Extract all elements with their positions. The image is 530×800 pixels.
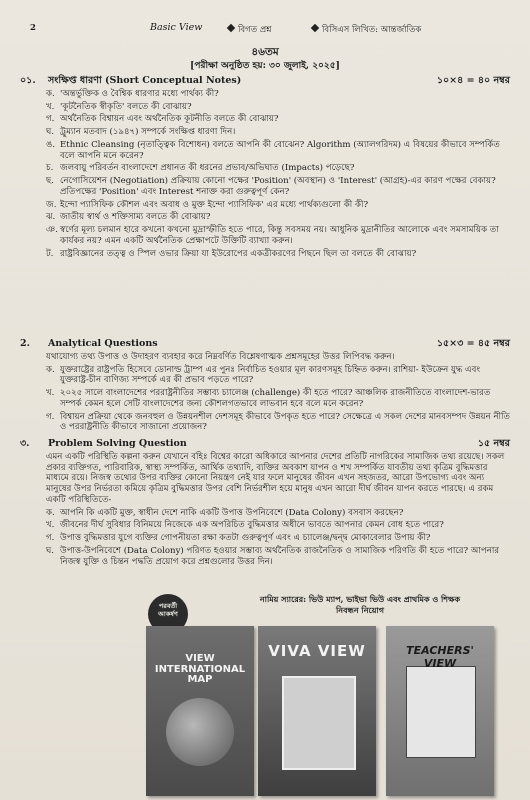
- section-number: ৩.: [20, 438, 30, 449]
- page-header: [0, 21, 530, 37]
- question-item: [20, 225, 510, 246]
- view-title: Basic View: [150, 22, 203, 33]
- section-marks: ১০×৪ = ৪০ নম্বর: [436, 75, 510, 86]
- section-marks: ১৫×৩ = ৪৫ নম্বর: [436, 338, 510, 349]
- question-label: ট.: [46, 248, 54, 259]
- section-problem-solving: [20, 438, 510, 569]
- question-label: ঘ.: [46, 545, 55, 556]
- book-title: VIEW INTERNATIONAL MAP: [154, 653, 246, 685]
- section-analytical: [20, 338, 510, 435]
- book-title: TEACHERS' VIEW: [406, 644, 474, 670]
- header-tag-bcs-written: বিসিএস লিখিত: আন্তর্জাতিক: [312, 23, 421, 37]
- question-item: [20, 176, 510, 197]
- question-label: গ.: [46, 533, 55, 544]
- diamond-bullet-icon: [227, 24, 235, 32]
- question-label: জ.: [46, 199, 57, 210]
- question-text: অর্থনৈতিক বিশ্বায়ন এবং অর্থনৈতিক কূটনীতি বলতে কী বোঝায়?: [60, 114, 279, 125]
- question-text: রাষ্ট্রবিজ্ঞানের তত্ত্ব ও স্পিল ওভার ক্রিয়া যা ইউরোপের একত্রীকরণের পিছনে ছিল তা বলতে কী বোঝায়?: [60, 248, 417, 259]
- question-label: ক.: [46, 507, 55, 518]
- question-item: [20, 412, 510, 433]
- question-text: জাতীয় স্বার্থ ও শক্তিসাম্য বলতে কী বোঝায়?: [60, 212, 211, 223]
- question-label: খ.: [46, 101, 55, 112]
- section-heading: [20, 75, 510, 88]
- diamond-bullet-icon: [311, 24, 319, 32]
- question-label: ঞ.: [46, 225, 58, 236]
- exam-title: ৪৬তম: [251, 46, 279, 58]
- question-list: [20, 508, 510, 568]
- question-item: [20, 200, 510, 211]
- question-label: ক.: [46, 89, 55, 99]
- question-item: [20, 140, 510, 161]
- question-item: [20, 533, 510, 544]
- book-cover-viva-view: [258, 626, 376, 796]
- section-marks: ১৫ নম্বর: [477, 438, 510, 449]
- question-label: চ.: [46, 163, 54, 174]
- question-item: [20, 508, 510, 519]
- section-title: Problem Solving Question: [48, 438, 187, 449]
- question-list: [20, 89, 510, 259]
- section-title: Analytical Questions: [48, 338, 158, 349]
- question-text: Ethnic Cleansing (নৃতাত্ত্বিক বিশোধন) বলতে আপনি কী বোঝেন? Algorithm (অ্যালগরিদম) এ বিষয়ের কীভাবে সম্পর্কিত বলে আপনি মনে করেন?: [60, 139, 500, 161]
- question-label: ঘ.: [46, 127, 55, 138]
- question-text: বিশ্বায়ন প্রক্রিয়া থেকে জনবহুল ও উন্নয়নশীল দেশসমূহ কীভাবে উপকৃত হতে পারে? সেক্ষেত্রে এ সকল দেশের মানবসম্পদ উন্নয়ন নীতি ও পররাষ্ট্রনীতি কীভাবে সাজানো প্রয়োজন?: [60, 411, 510, 433]
- question-label: গ.: [46, 411, 55, 422]
- question-label: গ.: [46, 114, 55, 125]
- section-intro: এমন একটি পরিস্থিতি কল্পনা করুন যেখানে বহিঃ বিশ্বের কারো অধিকারে আপনার দেশের প্রতিটি নাগরিকের সামাজিক তথ্য রয়েছে। সকল প্রকার ব্যক্তিগত, পারিবারিক, স্বাস্থ্য সম্পর্কিত, আর্থিক তথ্যাদি, ব্যক্তির অবকাশ যাপন ও শখ সম্পর্কিত যাবতীয় তথ্য কৃত্রিম বুদ্ধিমত্তার মাধ্যমে রয়ে। নিজস্ব তথ্যের উপর ব্যক্তির কোনো নিয়ন্ত্রণ নেই যার ফলে মানুষের জীবন এখন সহজতর, আরো উপভোগ্য এবং অন্য মানুষের উপর নির্ভরতা কমিয়ে কৃত্রিম বুদ্ধিমত্তার উপর বেশি নির্ভরশীল হয়ে মানুষ এখন আরো দীর্ঘ জীবন যাপন করতে পারছে। এ রকম একটি পরিস্থিতিতে-: [46, 452, 505, 505]
- section-intro: যথাযোগ্য তথ্য উপাত্ত ও উদাহরণ ব্যবহার করে নিম্নবর্ণিত বিশ্লেষণাত্মক প্রশ্নসমূহের উত্তর লিপিবদ্ধ করুন।: [46, 352, 395, 362]
- page-number: 2: [30, 23, 36, 33]
- question-text: ২০২৫ সালে বাংলাদেশের পররাষ্ট্রনীতির সম্ভাব্য চ্যালেঞ্জ (challenge) কী হতে পারে? আঞ্চলিক রাজনীতিতে বাংলাদেশ-ভারত সম্পর্ক কেমন হলে সেটি বাংলাদেশের জন্য কৌশলগতভাবে লাভবান হবে বলে মনে করেন?: [60, 388, 491, 409]
- book-title: VIVA VIEW: [268, 642, 366, 660]
- question-item: [20, 163, 510, 174]
- question-label: ঝ.: [46, 212, 56, 223]
- question-item: [20, 127, 510, 138]
- question-label: ছ.: [46, 176, 54, 187]
- question-text: 'অন্তর্ভুক্তিক ও বৈশ্বিক ধারণার মধ্যে পার্থক্য কী?: [60, 89, 219, 99]
- globe-icon: [166, 698, 234, 766]
- question-label: খ.: [46, 520, 55, 531]
- section-number: 2.: [20, 338, 30, 349]
- question-item: [20, 249, 510, 260]
- question-label: খ.: [46, 388, 55, 399]
- question-list: [20, 365, 510, 433]
- question-item: [20, 89, 510, 100]
- question-item: [20, 520, 510, 531]
- exam-date: [পরীক্ষা অনুষ্ঠিত হয়: ৩০ জুলাই, ২০২৫]: [190, 61, 340, 71]
- section-number: ০১.: [20, 75, 36, 86]
- question-text: জীবনের দীর্ঘ সুবিধার বিনিময়ে নিজেকে এক অপরিচিত বুদ্ধিমত্তার অধীনে ভাবতে আপনার কেমন বোধ হতে পারে?: [60, 520, 444, 531]
- question-text: জলবায়ু পরিবর্তন বাংলাদেশে প্রধানত কী ধরনের প্রভাব/অভিঘাত (Impacts) পড়েছে?: [60, 163, 355, 174]
- question-label: ক.: [46, 364, 55, 375]
- promo-title: নামিয় স্যারের: ভিউ ম্যাপ, ভাইভা ভিউ এবং প্রাথমিক ও শিক্ষক নিবন্ধন নিয়োগ: [259, 594, 461, 615]
- section-heading: [20, 338, 510, 351]
- illustration-image: [282, 676, 356, 770]
- question-text: যুক্তরাষ্ট্রের রাষ্ট্রপতি হিসেবে ডোনাল্ড ট্রাম্প এর পুনঃ নির্বাচিত হওয়ার মূল কারণসমূহ চিহ্নিত করুন। রাশিয়া- ইউক্রেন যুদ্ধ এবং যুক্তরাষ্ট্র-চীন বাণিজ্য সম্পর্কে এর কী প্রভাব পড়তে পারে?: [60, 364, 481, 386]
- question-text: ট্রুম্যান মতবাদ (১৯৪৭) সম্পর্কে সংক্ষিপ্ত ধারণা দিন।: [60, 127, 236, 138]
- promo-badge: পরবর্তী আকর্ষণ: [148, 594, 188, 634]
- promo-box: [138, 588, 518, 798]
- question-text: 'কূটনৈতিক স্বীকৃতি' বলতে কী বোঝায়?: [60, 101, 192, 112]
- question-item: [20, 114, 510, 125]
- question-item: [20, 388, 510, 409]
- question-item: [20, 365, 510, 386]
- question-item: [20, 546, 510, 567]
- header-tag-previous-questions: বিগত প্রশ্ন: [228, 23, 272, 37]
- question-text: ইন্দো প্যাসিফিক কৌশল এবং অবাধ ও মুক্ত ইন্দো প্যাসিফিক' এর মধ্যে পার্থক্যগুলো কী কী?: [60, 199, 369, 210]
- question-item: [20, 212, 510, 223]
- question-text: স্বর্ণের মূল্য চলমান হারে কখনো কখনো মুদ্রাস্ফীতি হতে পারে, কিন্তু সবসময় নয়। আধুনিক মুদ্রানীতির আলোকে এবং সমসাময়িক তা কার্যকর নয়? এমন একটি অর্থনৈতিক প্রেক্ষাপটে উক্তিটি ব্যাখ্যা করুন।: [60, 225, 499, 246]
- section-title: সংক্ষিপ্ত ধারণা (Short Conceptual Notes): [48, 75, 242, 86]
- book-cover-teachers-view: [386, 626, 494, 796]
- book-cover-international-map: [146, 626, 254, 796]
- illustration-image: [406, 666, 476, 758]
- question-text: উপাত্ত বুদ্ধিমত্তার যুগে ব্যক্তির গোপনীয়তা রক্ষা কতটা গুরুত্বপূর্ণ এবং এ চ্যালেঞ্জ/দ্বন্দ্ব মোকাবেলার উপায় কী?: [60, 533, 431, 544]
- question-item: [20, 102, 510, 113]
- question-label: ঙ.: [46, 139, 56, 150]
- question-text: নেগোসিয়েশন (Negotiation) প্রক্রিয়ায় কোনো পক্ষের 'Position' (অবস্থান) ও 'Interest' (আগ্রহ)-এর কারণ পক্ষের বেকায়? প্রতিপক্ষের 'Position' এবং Interest শনাক্ত করা গুরুত্বপূর্ণ কেন?: [60, 176, 496, 197]
- section-heading: [20, 438, 510, 451]
- question-text: আপনি কি একটি মুক্ত, স্বাধীন দেশে নাকি একটি উপাত্ত উপনিবেশে (Data Colony) বসবাস করছেন?: [60, 507, 404, 518]
- section-short-notes: [20, 75, 510, 261]
- question-text: উপাত্ত-উপনিবেশে (Data Colony) পরিণত হওয়ার সম্ভাব্য অর্থনৈতিক রাজনৈতিক ও সামাজিক পরিণতি কী হতে পারে? আপনার নিজস্ব যুক্তি ও চিন্তন পদ্ধতি প্রয়োগ করে প্রশ্নগুলোর উত্তর দিন।: [60, 545, 500, 567]
